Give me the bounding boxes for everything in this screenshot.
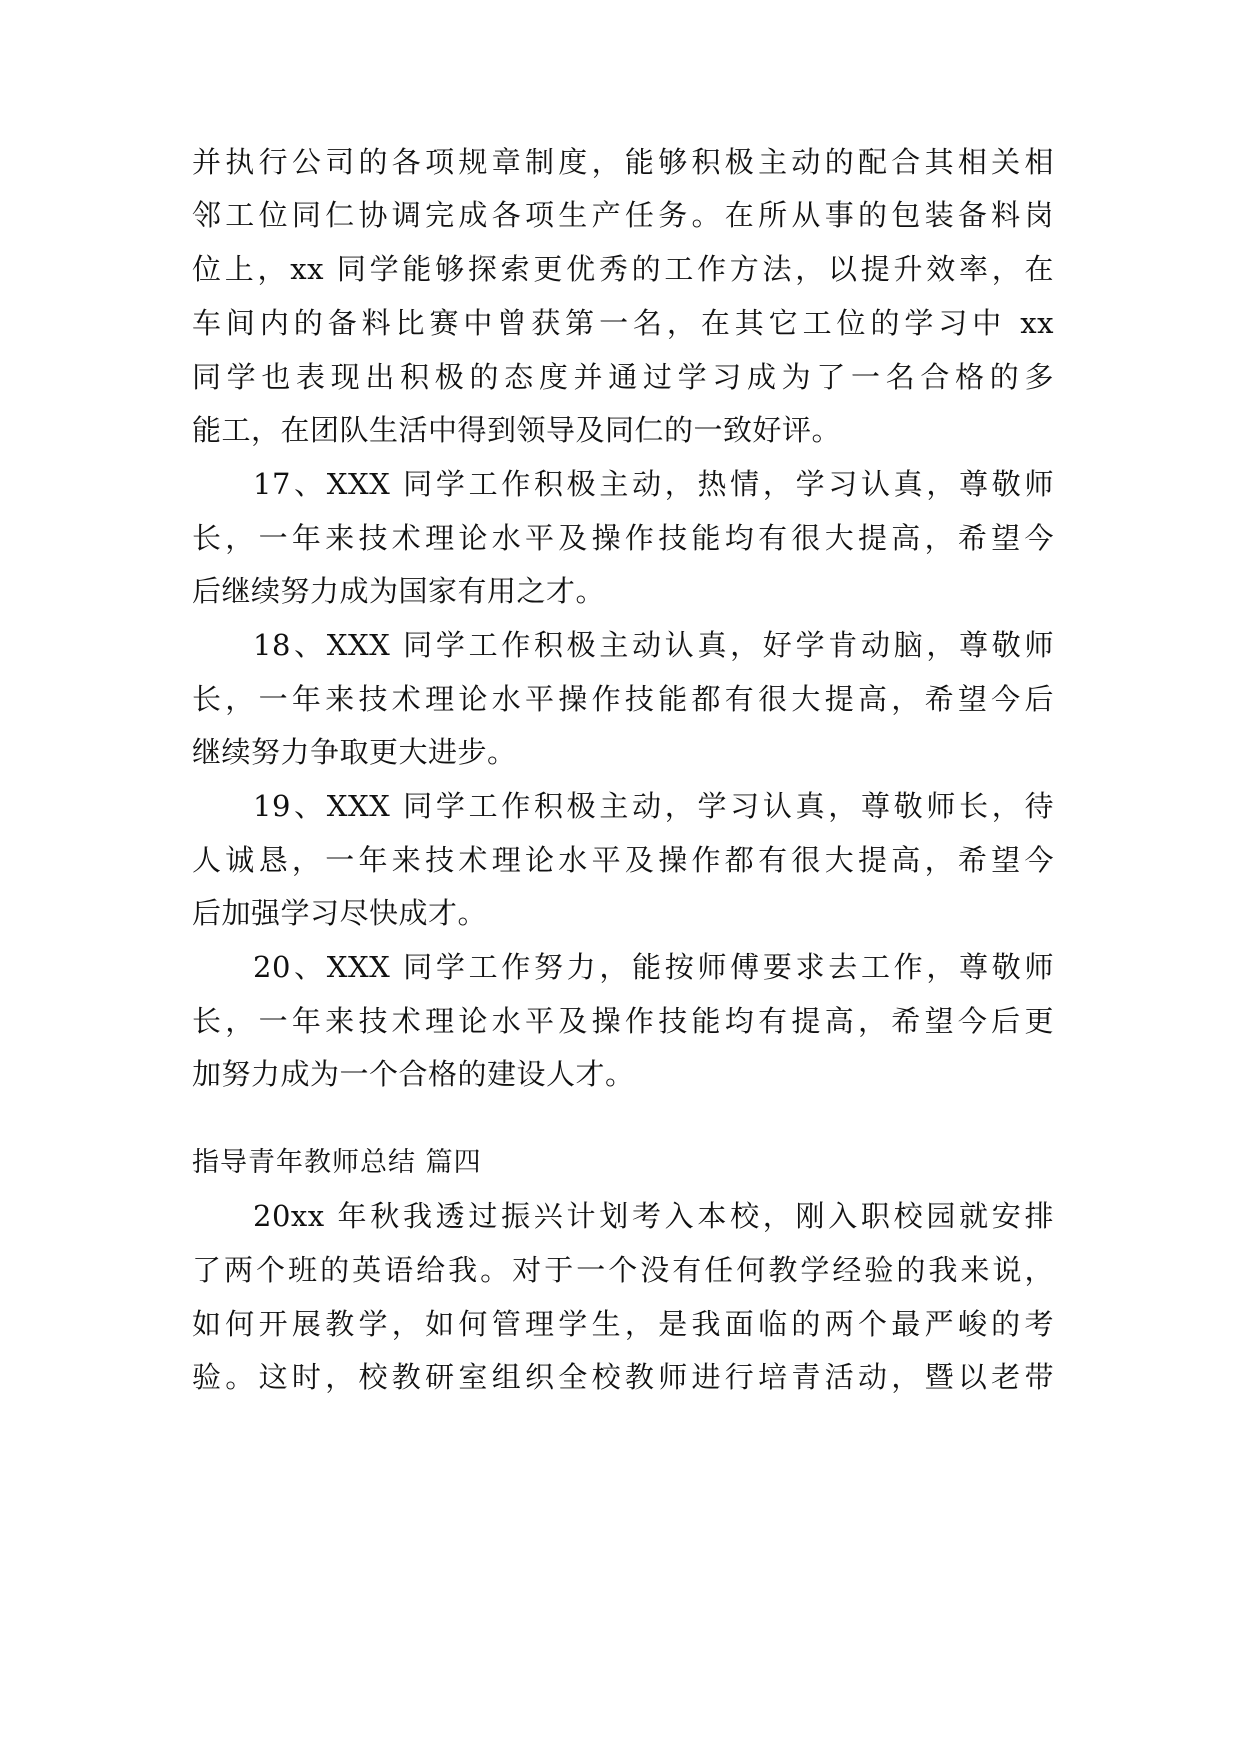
- text-line: 并执行公司的各项规章制度，能够积极主动的配合其相关相: [192, 145, 1054, 179]
- text-line: 同学也表现出积极的态度并通过学习成为了一名合格的多: [192, 360, 1054, 394]
- text-line: 19、XXX 同学工作积极主动，学习认真，尊敬师长，待: [253, 789, 1054, 823]
- text-line: 如何开展教学，如何管理学生，是我面临的两个最严峻的考: [192, 1307, 1054, 1341]
- text-line: 车间内的备料比赛中曾获第一名，在其它工位的学习中 xx: [192, 306, 1054, 340]
- text-line: 位上，xx 同学能够探索更优秀的工作方法，以提升效率，在: [192, 252, 1054, 286]
- text-line: 后加强学习尽快成才。: [192, 896, 488, 930]
- text-line: 17、XXX 同学工作积极主动，热情，学习认真，尊敬师: [253, 467, 1054, 501]
- text-line: 邻工位同仁协调完成各项生产任务。在所从事的包装备料岗: [192, 198, 1054, 232]
- text-line: 验。这时，校教研室组织全校教师进行培青活动，暨以老带: [192, 1360, 1054, 1394]
- text-line: 人诚恳，一年来技术理论水平及操作都有很大提高，希望今: [192, 843, 1054, 877]
- text-line: 加努力成为一个合格的建设人才。: [192, 1057, 635, 1091]
- text-line: 长，一年来技术理论水平及操作技能均有很大提高，希望今: [192, 521, 1054, 555]
- text-line: 能工，在团队生活中得到领导及同仁的一致好评。: [192, 413, 842, 447]
- text-line: 了两个班的英语给我。对于一个没有任何教学经验的我来说，: [192, 1253, 1054, 1287]
- text-line: 后继续努力成为国家有用之才。: [192, 574, 606, 608]
- text-line: 长，一年来技术理论水平及操作技能均有提高，希望今后更: [192, 1004, 1054, 1038]
- text-line: 20xx 年秋我透过振兴计划考入本校，刚入职校园就安排: [253, 1199, 1054, 1233]
- text-line: 18、XXX 同学工作积极主动认真，好学肯动脑，尊敬师: [253, 628, 1054, 662]
- text-line: 继续努力争取更大进步。: [192, 735, 517, 769]
- section-heading: 指导青年教师总结 篇四: [192, 1147, 482, 1178]
- text-line: 20、XXX 同学工作努力，能按师傅要求去工作，尊敬师: [253, 950, 1054, 984]
- text-line: 长，一年来技术理论水平操作技能都有很大提高，希望今后: [192, 682, 1054, 716]
